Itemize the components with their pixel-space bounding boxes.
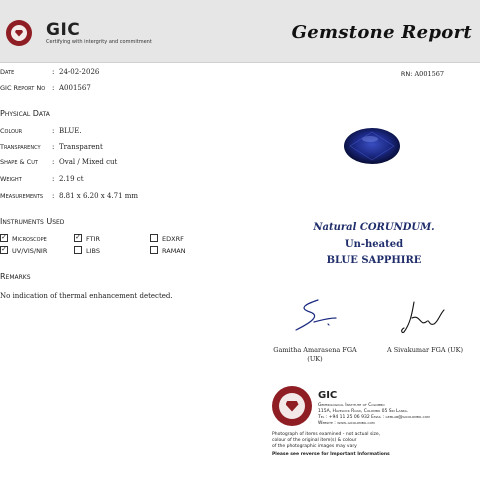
checkbox-empty-icon: [150, 234, 158, 242]
footer-note-4: Please see reverse for Important Informations: [272, 452, 390, 457]
footer-institute: Gemmological Institute of Colombo: [318, 403, 385, 408]
remarks-heading: Remarks: [0, 272, 31, 281]
footer-address: 115A, Havelock Road, Colombo 05 Sri Lanka.: [318, 409, 409, 414]
rn-value: A001567: [414, 70, 444, 78]
instruments-heading: Instruments Used: [0, 217, 65, 226]
checkbox-checked-icon: ✓: [1, 245, 7, 253]
result-species: Natural CORUNDUM.: [313, 222, 435, 233]
date-label: Date: [0, 68, 15, 76]
signature-left: [288, 294, 344, 336]
report-header: [0, 0, 480, 63]
footer-note-1: Photograph of items examined - not actual size,: [272, 432, 381, 437]
signature-right: [398, 296, 448, 338]
report-no-label: GIC Report No: [0, 84, 46, 92]
date-value: 24-02-2026: [59, 68, 100, 76]
gemstone-report: GIC Certifying with intergrity and commitment Gemstone Report Date : 24-02-2026 GIC Report No : A001567 RN: A001567 Physical Data Colour : BLUE. Transparency : Transparent Shape & Cut : Oval / Mixed cut Weight : 2.19 ct Measurements : 8.81 x 6.20 x 4.71 mm Instruments Used ✓ Microscope ✓ FTIR EDXRF ✓ UV/VIS/NIR LIBS RAMAN Remarks No indication of thermal enhancement detected. Natural CORUNDUM. Un-heated BLUE SAPPHIRE Gamitha Amarasena FGA (UK) A Sivakumar FGA (UK) GIC Gemmological Institute of Colombo 115A, Havelock Road, Colombo 05 Sri Lanka. Tel : +94 11 25 06 932 Email : gemlab@gicolombo.com Website : www.gicolombo.com Photograph of items examined - not actual size, colour of the original item(s) & colour of the photographic images may vary Please see reverse for Important Informations: [0, 0, 480, 480]
footer-gic: GIC: [318, 390, 338, 401]
rn-label: RN:: [400, 70, 413, 78]
footer-note-2: colour of the original item(s) & colour: [272, 438, 357, 443]
weight-value: 2.19 ct: [59, 175, 84, 183]
instrument-raman: RAMAN: [150, 247, 186, 255]
measurements-value: 8.81 x 6.20 x 4.71 mm: [59, 192, 139, 200]
signatory-left-sub: (UK): [307, 355, 323, 363]
instrument-ftir: ✓ FTIR: [75, 233, 101, 243]
result-variety: BLUE SAPPHIRE: [326, 255, 422, 266]
result-treatment: Un-heated: [344, 239, 404, 250]
shape-cut-label: Shape & Cut: [0, 158, 38, 166]
instrument-microscope: ✓ Microscope: [1, 233, 47, 243]
instrument-edxrf: EDXRF: [150, 235, 184, 243]
report-title: Gemstone Report: [291, 22, 472, 43]
instrument-uv-vis-nir: ✓ UV/VIS/NIR: [1, 245, 48, 255]
logo-tagline: Certifying with intergrity and commitment: [46, 39, 152, 45]
colour-label: Colour: [0, 127, 23, 135]
footer-note-3: of the photographic images may vary: [272, 444, 357, 449]
logo-text: GIC: [46, 20, 81, 40]
signatory-right-name: A Sivakumar FGA (UK): [386, 346, 464, 354]
signatory-left-name: Gamitha Amarasena FGA: [273, 346, 357, 354]
checkbox-checked-icon: ✓: [75, 233, 81, 241]
footer-contact: Tel : +94 11 25 06 932 Email : gemlab@gicolombo.com: [318, 415, 430, 420]
transparency-value: Transparent: [59, 143, 103, 151]
sapphire-photo: [340, 126, 404, 166]
physical-data-heading: Physical Data: [0, 109, 50, 118]
transparency-label: Transparency: [0, 143, 41, 151]
rn-number: [401, 70, 444, 78]
checkbox-empty-icon: [74, 246, 82, 254]
measurements-label: Measurements: [0, 192, 44, 200]
gic-seal-logo: [6, 20, 32, 46]
colour-value: BLUE.: [59, 127, 82, 135]
checkbox-empty-icon: [150, 246, 158, 254]
report-no-value: A001567: [59, 84, 91, 92]
gic-footer-seal: [272, 386, 312, 426]
checkbox-checked-icon: ✓: [1, 233, 7, 241]
shape-cut-value: Oval / Mixed cut: [59, 158, 118, 166]
instrument-libs: LIBS: [74, 247, 100, 255]
gem-icon: [286, 401, 299, 412]
remarks-text: No indication of thermal enhancement detected.: [0, 292, 173, 300]
weight-label: Weight: [0, 175, 22, 183]
gem-icon: [15, 30, 23, 37]
footer-website: Website : www.gicolombo.com: [318, 421, 375, 426]
